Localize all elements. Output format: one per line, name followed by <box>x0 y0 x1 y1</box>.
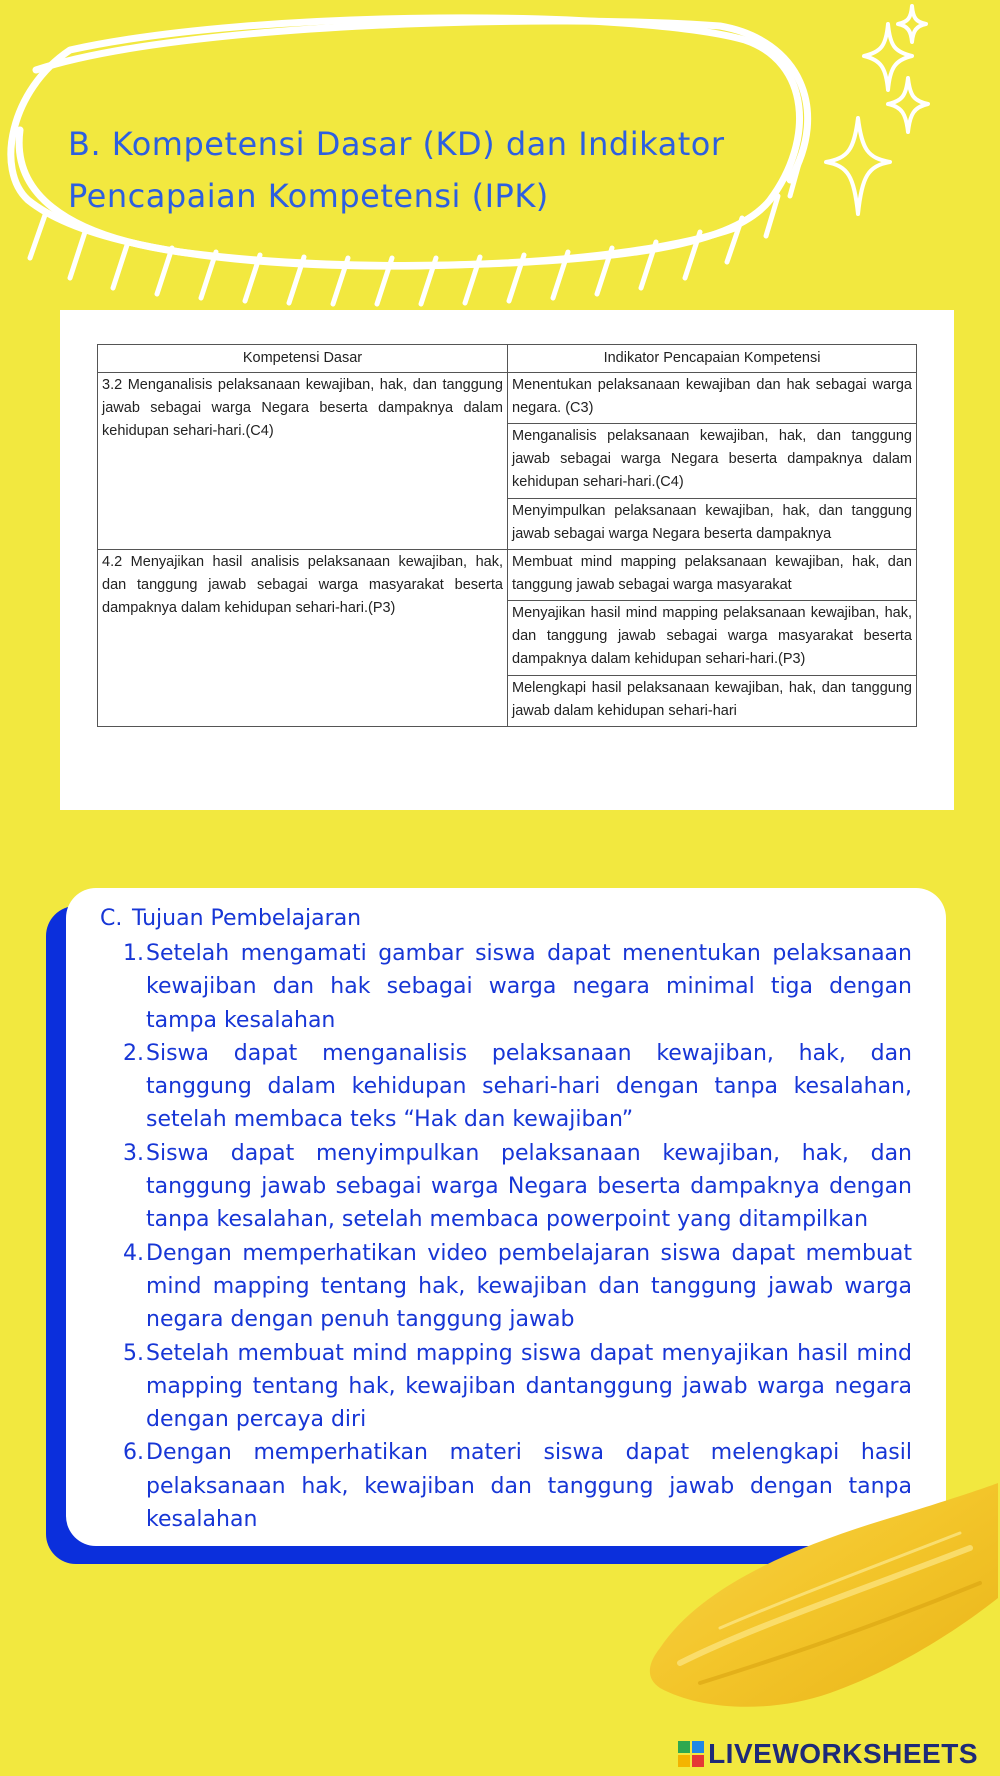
header-kompetensi-dasar: Kompetensi Dasar <box>98 345 508 373</box>
list-item-text: Siswa dapat menganalisis pelaksanaan kewajiban, hak, dan tanggung dalam kehidupan sehari-hari dengan tanpa kesalahan, setelah membaca teks “Hak dan kewajiban” <box>146 1040 912 1133</box>
paint-stroke-decoration <box>640 1478 1000 1718</box>
ipk-cell: Menyajikan hasil mind mapping pelaksanaan kewajiban, hak, dan tanggung jawab sebagai warga masyarakat beserta dampaknya dalam kehidupan sehari-hari.(P3) <box>508 601 917 676</box>
tujuan-list <box>66 937 912 1536</box>
kd-cell: 3.2 Menganalisis pelaksanaan kewajiban, hak, dan tanggung jawab sebagai warga Negara beserta dampaknya dalam kehidupan sehari-hari.(C4) <box>98 373 508 550</box>
list-item <box>66 937 912 1037</box>
ipk-cell: Menganalisis pelaksanaan kewajiban, hak, dan tanggung jawab sebagai warga Negara beserta dampaknya dalam kehidupan sehari-hari.(C4) <box>508 424 917 499</box>
table-row <box>98 550 917 601</box>
section-b-title-line2: Pencapaian Kompetensi (IPK) <box>68 177 549 215</box>
tujuan-heading-letter: C. <box>100 906 123 931</box>
ipk-cell: Membuat mind mapping pelaksanaan kewajiban, hak, dan tanggung jawab sebagai warga masyarakat <box>508 550 917 601</box>
list-item <box>66 1037 912 1137</box>
tujuan-heading-title: Tujuan Pembelajaran <box>132 906 362 931</box>
section-b-title <box>68 118 788 222</box>
list-item-number: 1. <box>123 941 144 966</box>
brand-name: LIVEWORKSHEETS <box>708 1738 978 1769</box>
list-item-text: Dengan memperhatikan materi siswa dapat melengkapi hasil pelaksanaan hak, kewajiban dan tanggung jawab dengan tanpa kesalahan <box>146 1440 912 1533</box>
list-item-text: Siswa dapat menyimpulkan pelaksanaan kewajiban, hak, dan tanggung jawab sebagai warga Negara beserta dampaknya dengan tanpa kesalahan, setelah membaca powerpoint yang ditampilkan <box>146 1140 912 1233</box>
ipk-cell: Menyimpulkan pelaksanaan kewajiban, hak, dan tanggung jawab sebagai warga Negara beserta dampaknya <box>508 499 917 550</box>
list-item-number: 3. <box>123 1140 144 1166</box>
kd-cell: 4.2 Menyajikan hasil analisis pelaksanaan kewajiban, hak, dan tanggung jawab sebagai warga masyarakat beserta dampaknya dalam kehidupan sehari-hari.(P3) <box>98 550 508 727</box>
list-item-number: 6. <box>123 1440 144 1466</box>
list-item-number: 4. <box>123 1240 144 1266</box>
tujuan-heading <box>100 904 361 934</box>
tujuan-pembelajaran-card <box>66 888 946 1546</box>
liveworksheets-brand <box>678 1738 978 1770</box>
list-item-text: Setelah membuat mind mapping siswa dapat menyajikan hasil mind mapping tentang hak, kewajiban dantanggung jawab warga negara dengan percaya diri <box>146 1340 912 1433</box>
list-item-text: Dengan memperhatikan video pembelajaran siswa dapat membuat mind mapping tentang hak, kewajiban dan tanggung jawab warga negara dengan penuh tanggung jawab <box>146 1240 912 1333</box>
list-item <box>66 1237 912 1337</box>
kd-ipk-table-card <box>60 310 954 810</box>
kd-ipk-table <box>97 344 917 727</box>
table-row <box>98 373 917 424</box>
table-header-row <box>98 345 917 373</box>
liveworksheets-logo-icon <box>678 1741 704 1767</box>
section-b-title-line1: B. Kompetensi Dasar (KD) dan Indikator <box>68 125 725 163</box>
list-item-text: Setelah mengamati gambar siswa dapat menentukan pelaksanaan kewajiban dan hak sebagai warga negara minimal tiga dengan tampa kesalahan <box>146 941 912 1033</box>
ipk-cell: Menentukan pelaksanaan kewajiban dan hak sebagai warga negara. (C3) <box>508 373 917 424</box>
list-item <box>66 1337 912 1437</box>
list-item <box>66 1137 912 1237</box>
header-indikator: Indikator Pencapaian Kompetensi <box>508 345 917 373</box>
ipk-cell: Melengkapi hasil pelaksanaan kewajiban, hak, dan tanggung jawab dalam kehidupan sehari-hari <box>508 676 917 727</box>
list-item-number: 5. <box>123 1340 144 1366</box>
list-item-number: 2. <box>123 1040 144 1066</box>
